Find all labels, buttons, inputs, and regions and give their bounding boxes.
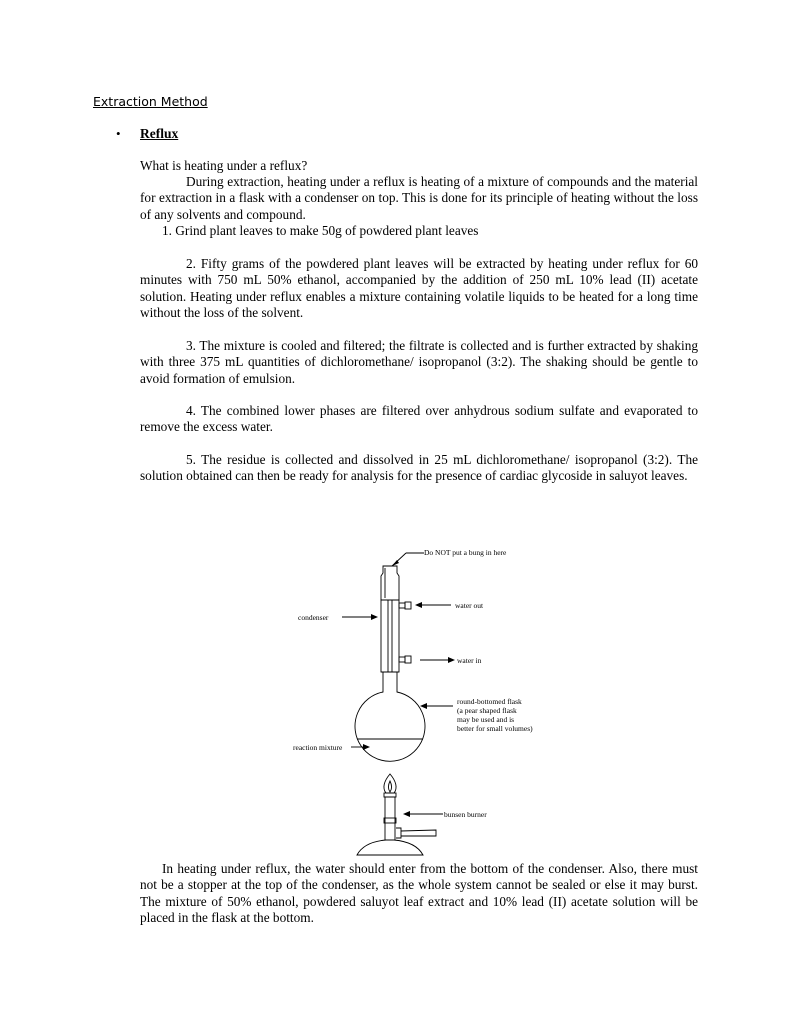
condenser bbox=[381, 600, 399, 672]
label-flask-2: (a pear shaped flask bbox=[457, 706, 517, 715]
intro-paragraph: During extraction, heating under a reflux is heating of a mixture of compounds and the material for extraction in a flask with a condenser on top. This is done for its principle of heating without the loss of any solvents and compound. bbox=[140, 174, 698, 222]
bullet-heading: Reflux bbox=[140, 126, 179, 141]
closing-paragraph: In heating under reflux, the water should enter from the bottom of the condenser. Also, there must not be a stopper at the top of the condenser, as the whole system cannot be sealed or else it may burst. The mixture of 50% ethanol, powdered saluyot leaf extract and 10% lead (II) acetate solution will be placed in the flask at the bottom. bbox=[140, 861, 698, 925]
label-top-note: Do NOT put a bung in here bbox=[424, 548, 507, 557]
section-title: Extraction Method bbox=[93, 94, 208, 109]
label-flask-1: round-bottomed flask bbox=[457, 697, 522, 706]
step-5: 5. The residue is collected and dissolved in 25 mL dichloromethane/ isopropanol (3:2). The solution obtained can then be ready for analysis for the presence of cardiac glycoside in saluyot leaves. bbox=[140, 452, 698, 484]
label-condenser: condenser bbox=[298, 613, 329, 622]
condenser-top-adapter bbox=[381, 566, 399, 600]
step-1: 1. Grind plant leaves to make 50g of powdered plant leaves bbox=[162, 223, 479, 238]
label-bunsen-burner: bunsen burner bbox=[444, 810, 487, 819]
step-2: 2. Fifty grams of the powdered plant leaves will be extracted by heating under reflux for 60 minutes with 750 mL 50% ethanol, accompanied by the addition of 250 mL 10% lead (II) acetate solution. Heating under reflux enables a mixture containing volatile liquids to be heated for a long time without the loss of the solvent. bbox=[140, 256, 698, 320]
flask-neck bbox=[381, 672, 399, 685]
label-water-out: water out bbox=[455, 601, 484, 610]
bullet-marker: • bbox=[116, 126, 121, 141]
water-out-nozzle bbox=[399, 602, 411, 609]
label-flask-3: may be used and is bbox=[457, 715, 515, 724]
label-flask-4: better for small volumes) bbox=[457, 724, 533, 733]
water-in-nozzle bbox=[399, 656, 411, 663]
flame-icon bbox=[384, 774, 396, 793]
step-3: 3. The mixture is cooled and filtered; the filtrate is collected and is further extracted by shaking with three 375 mL quantities of dichloromethane/ isopropanol (3:2). The shaking should be gentle to avoid formation of emulsion. bbox=[140, 338, 698, 386]
step-4: 4. The combined lower phases are filtered over anhydrous sodium sulfate and evaporated to remove the excess water. bbox=[140, 403, 698, 435]
label-water-in: water in bbox=[457, 656, 482, 665]
bunsen-burner-icon bbox=[357, 793, 436, 855]
label-reaction-mixture: reaction mixture bbox=[293, 743, 343, 752]
round-bottomed-flask bbox=[355, 685, 425, 761]
question-line: What is heating under a reflux? bbox=[140, 158, 308, 173]
